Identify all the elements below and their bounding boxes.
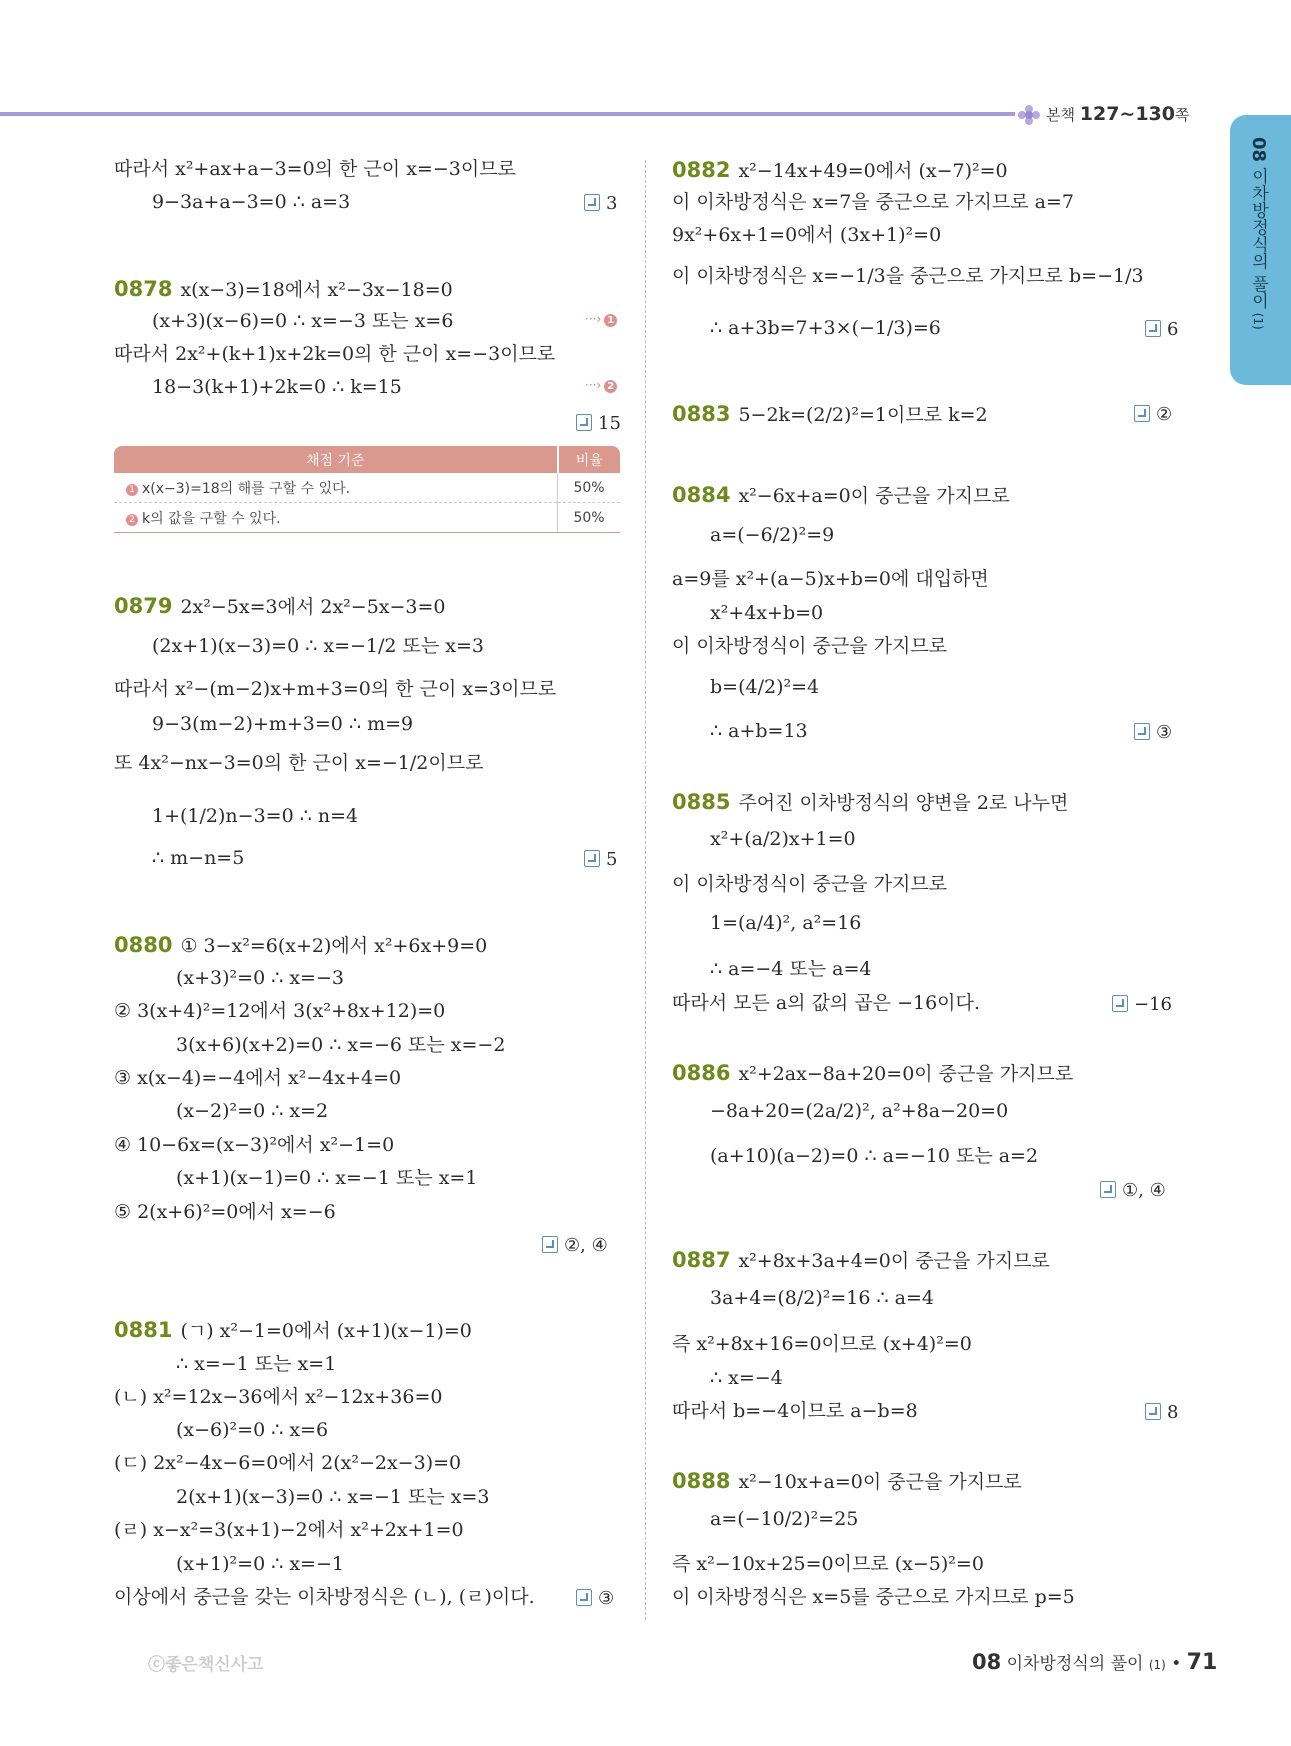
solution-line: [114, 1201, 336, 1224]
math-text: 이 이차방정식이 중근을 가지므로: [672, 873, 948, 895]
solution-line: [152, 191, 350, 214]
scoring-criterion: x(x−3)=18의 해를 구할 수 있다.: [142, 480, 351, 497]
math-text: 이 이차방정식은 x=7을 중근으로 가지므로 a=7: [672, 191, 1074, 213]
answer-label: [1145, 319, 1178, 340]
math-text: 이 이차방정식은 x=5를 중근으로 가지므로 p=5: [672, 1586, 1075, 1608]
answer-value: −16: [1134, 994, 1172, 1015]
problem-number: 0887: [672, 1248, 731, 1272]
solution-line: [672, 1333, 972, 1356]
solution-line: [152, 310, 453, 333]
solution-line: [710, 828, 856, 851]
solution-line: [672, 1400, 918, 1423]
step-marker-icon: 2: [126, 514, 138, 526]
math-text: 1=(a/4)², a²=16: [710, 912, 862, 934]
math-text: x(x−3)=18에서 x²−3x−18=0: [180, 279, 453, 301]
math-text: a=9를 x²+(a−5)x+b=0에 대입하면: [672, 568, 989, 590]
solution-line: [672, 992, 980, 1015]
math-text: 즉 x²−10x+25=0이므로 (x−5)²=0: [672, 1553, 984, 1575]
math-text: 5−2k=(2/2)²=1이므로 k=2: [738, 404, 988, 426]
math-text: ⑤ 2(x+6)²=0에서 x=−6: [114, 1201, 336, 1223]
math-text: x²−6x+a=0이 중근을 가지므로: [738, 485, 1010, 507]
problem-line: [672, 402, 988, 427]
solution-line: [176, 1034, 505, 1057]
solution-line: [114, 1386, 442, 1409]
solution-line: [176, 1167, 477, 1190]
solution-line: [152, 805, 358, 828]
math-text: a=(−10/2)²=25: [710, 1508, 859, 1530]
solution-line: [672, 568, 989, 591]
problem-line: [114, 933, 487, 958]
answer-value: ②: [1156, 404, 1173, 425]
scoring-criterion: k의 값을 구할 수 있다.: [142, 510, 281, 527]
math-text: (x−6)²=0 ∴ x=6: [176, 1419, 329, 1441]
scoring-header-criterion: 채점 기준: [114, 446, 558, 473]
math-text: x²−14x+49=0에서 (x−7)²=0: [738, 160, 1008, 182]
header-rule: [0, 112, 1015, 116]
table-row: [114, 503, 620, 533]
math-text: 주어진 이차방정식의 양변을 2로 나누면: [738, 792, 1069, 814]
solution-line: [710, 720, 808, 743]
chapter-sub: (1): [1251, 308, 1265, 330]
answer-value: ③: [1156, 722, 1173, 743]
answer-icon: [1134, 405, 1150, 422]
solution-line: [672, 1553, 984, 1576]
math-text: 이 이차방정식이 중근을 가지므로: [672, 635, 948, 657]
problem-number: 0878: [114, 277, 173, 301]
scoring-header-ratio: 비율: [558, 446, 621, 473]
math-text: 이 이차방정식은 x=−1/3을 중근으로 가지므로 b=−1/3: [672, 265, 1144, 287]
math-text: 9−3(m−2)+m+3=0 ∴ m=9: [152, 713, 414, 735]
answer-icon: [1112, 995, 1128, 1012]
math-text: ② 3(x+4)²=12에서 3(x²+8x+12)=0: [114, 1000, 446, 1022]
answer-value: ①, ④: [1122, 1180, 1166, 1201]
math-text: (x+1)²=0 ∴ x=−1: [176, 1553, 344, 1575]
math-text: 9−3a+a−3=0 ∴ a=3: [152, 191, 351, 213]
math-text: ① 3−x²=6(x+2)에서 x²+6x+9=0: [180, 935, 488, 957]
solution-line: [710, 676, 819, 699]
problem-line: [114, 1318, 472, 1343]
solution-line: [672, 635, 947, 658]
scoring-ratio: 50%: [558, 503, 621, 533]
solution-line: [710, 1367, 783, 1390]
solution-line: [114, 1586, 535, 1609]
answer-icon: [1145, 1403, 1161, 1420]
answer-icon: [542, 1236, 558, 1253]
solution-line: [114, 158, 516, 181]
answer-icon: [576, 414, 592, 431]
math-text: (x+3)(x−6)=0 ∴ x=−3 또는 x=6: [152, 310, 454, 332]
solution-line: [672, 191, 1074, 214]
answer-value: 6: [1167, 319, 1179, 340]
math-text: 이상에서 중근을 갖는 이차방정식은 (ㄴ), (ㄹ)이다.: [114, 1586, 535, 1608]
math-text: x²+8x+3a+4=0이 중근을 가지므로: [738, 1250, 1050, 1272]
page-number: 71: [1186, 1650, 1218, 1675]
answer-value: ②, ④: [564, 1235, 608, 1256]
answer-value: ③: [598, 1588, 615, 1609]
step-marker-icon: 1: [126, 484, 138, 496]
scoring-table: [114, 446, 620, 533]
math-text: ∴ a+3b=7+3×(−1/3)=6: [710, 317, 941, 339]
solution-line: [710, 1100, 1008, 1123]
math-text: (x+1)(x−1)=0 ∴ x=−1 또는 x=1: [176, 1167, 478, 1189]
solution-line: [152, 376, 402, 399]
math-text: 또 4x²−nx−3=0의 한 근이 x=−1/2이므로: [114, 752, 484, 774]
solution-line: [710, 958, 872, 981]
math-text: (ㄱ) x²−1=0에서 (x+1)(x−1)=0: [180, 1320, 472, 1342]
answer-label: [542, 1235, 608, 1256]
solution-line: [152, 635, 484, 658]
problem-number: 0882: [672, 158, 731, 182]
math-text: (ㄹ) x−x²=3(x+1)−2에서 x²+2x+1=0: [114, 1519, 464, 1541]
solution-line: [710, 317, 941, 340]
math-text: x²+4x+b=0: [710, 602, 824, 624]
solution-line: [710, 1287, 934, 1310]
answer-icon: [584, 194, 600, 211]
problem-number: 0881: [114, 1318, 173, 1342]
problem-number: 0879: [114, 594, 173, 618]
solution-line: [152, 847, 244, 870]
math-text: 3a+4=(8/2)²=16 ∴ a=4: [710, 1287, 934, 1309]
solution-line: [114, 1452, 461, 1475]
answer-label: [576, 413, 621, 434]
math-text: (a+10)(a−2)=0 ∴ a=−10 또는 a=2: [710, 1145, 1039, 1167]
table-row: [114, 473, 620, 503]
solution-line: [710, 1145, 1038, 1168]
answer-label: [1145, 1402, 1178, 1423]
solution-line: [114, 752, 483, 775]
flower-icon: [1018, 105, 1044, 125]
solution-line: [114, 1519, 464, 1542]
math-text: 따라서 모든 a의 값의 곱은 −16이다.: [672, 992, 980, 1014]
math-text: 2x²−5x=3에서 2x²−5x−3=0: [180, 596, 446, 618]
math-text: 18−3(k+1)+2k=0 ∴ k=15: [152, 376, 402, 398]
math-text: ∴ x=−4: [710, 1367, 783, 1389]
answer-label: [1134, 404, 1172, 425]
solution-line: [672, 1586, 1075, 1609]
solution-line: [176, 1553, 344, 1576]
math-text: 따라서 x²−(m−2)x+m+3=0의 한 근이 x=3이므로: [114, 678, 557, 700]
chapter-number: 08: [1248, 137, 1269, 163]
answer-value: 3: [606, 193, 618, 214]
step-marker-icon: 2: [604, 380, 617, 393]
math-text: ④ 10−6x=(x−3)²에서 x²−1=0: [114, 1134, 395, 1156]
step-marker: ···› 1: [585, 312, 617, 327]
math-text: 3(x+6)(x+2)=0 ∴ x=−6 또는 x=−2: [176, 1034, 506, 1056]
problem-number: 0880: [114, 933, 173, 957]
answer-label: [1100, 1180, 1166, 1201]
math-text: 1+(1/2)n−3=0 ∴ n=4: [152, 805, 359, 827]
problem-line: [672, 1469, 1022, 1494]
answer-icon: [584, 850, 600, 867]
page-footer: 08 이차방정식의 풀이 (1) • 71: [972, 1650, 1218, 1675]
scoring-ratio: 50%: [558, 473, 621, 503]
problem-line: [114, 594, 446, 619]
math-text: (ㄷ) 2x²−4x−6=0에서 2(x²−2x−3)=0: [114, 1452, 462, 1474]
answer-icon: [1145, 320, 1161, 337]
problem-number: 0888: [672, 1469, 731, 1493]
problem-line: [672, 1061, 1073, 1086]
solution-line: [176, 1419, 328, 1442]
math-text: (2x+1)(x−3)=0 ∴ x=−1/2 또는 x=3: [152, 635, 485, 657]
math-text: (ㄴ) x²=12x−36에서 x²−12x+36=0: [114, 1386, 443, 1408]
math-text: b=(4/2)²=4: [710, 676, 820, 698]
math-text: ∴ m−n=5: [152, 847, 245, 869]
math-text: (x+3)²=0 ∴ x=−3: [176, 967, 344, 989]
math-text: ∴ x=−1 또는 x=1: [176, 1353, 337, 1375]
answer-value: 8: [1167, 1402, 1179, 1423]
solution-line: [114, 1067, 401, 1090]
solution-line: [672, 265, 1144, 288]
math-text: a=(−6/2)²=9: [710, 524, 835, 546]
solution-line: [114, 678, 556, 701]
answer-icon: [1100, 1181, 1116, 1198]
solution-line: [152, 713, 413, 736]
solution-line: [176, 1100, 328, 1123]
problem-line: [672, 158, 1008, 183]
math-text: (x−2)²=0 ∴ x=2: [176, 1100, 329, 1122]
math-text: 따라서 2x²+(k+1)x+2k=0의 한 근이 x=−3이므로: [114, 343, 556, 365]
chapter-side-tab: [1230, 115, 1291, 385]
solution-line: [176, 967, 344, 990]
answer-value: 5: [606, 849, 618, 870]
math-text: ③ x(x−4)=−4에서 x²−4x+4=0: [114, 1067, 402, 1089]
solution-line: [672, 224, 941, 247]
step-marker-icon: 1: [604, 314, 617, 327]
answer-label: [576, 1588, 614, 1609]
column-divider: [645, 160, 646, 1620]
answer-value: 15: [598, 413, 621, 434]
math-text: −8a+20=(2a/2)², a²+8a−20=0: [710, 1100, 1009, 1122]
solution-line: [710, 524, 834, 547]
math-text: ∴ a=−4 또는 a=4: [710, 958, 872, 980]
problem-number: 0884: [672, 483, 731, 507]
solution-line: [672, 873, 947, 896]
math-text: 2(x+1)(x−3)=0 ∴ x=−1 또는 x=3: [176, 1486, 490, 1508]
publisher-logo: ⓒ좋은책신사고: [148, 1655, 264, 1675]
page-reference: 본책 127~130쪽: [1046, 103, 1190, 125]
math-text: x²−10x+a=0이 중근을 가지므로: [738, 1471, 1022, 1493]
solution-line: [176, 1353, 336, 1376]
answer-icon: [576, 1589, 592, 1606]
solution-line: [710, 1508, 858, 1531]
problem-number: 0883: [672, 402, 731, 426]
problem-line: [672, 1248, 1050, 1273]
answer-label: [584, 849, 617, 870]
math-text: x²+2ax−8a+20=0이 중근을 가지므로: [738, 1063, 1074, 1085]
step-marker: ···› 2: [585, 378, 617, 393]
problem-number: 0886: [672, 1061, 731, 1085]
solution-line: [114, 343, 555, 366]
solution-line: [114, 1134, 394, 1157]
math-text: x²+(a/2)x+1=0: [710, 828, 856, 850]
math-text: 9x²+6x+1=0에서 (3x+1)²=0: [672, 224, 942, 246]
chapter-title: 이차방정식의 풀이: [1248, 162, 1268, 309]
answer-icon: [1134, 723, 1150, 740]
math-text: 따라서 x²+ax+a−3=0의 한 근이 x=−3이므로: [114, 158, 516, 180]
problem-number: 0885: [672, 790, 731, 814]
solution-line: [114, 1000, 445, 1023]
answer-label: [584, 193, 617, 214]
answer-label: [1134, 722, 1172, 743]
math-text: ∴ a+b=13: [710, 720, 808, 742]
math-text: 즉 x²+8x+16=0이므로 (x+4)²=0: [672, 1333, 972, 1355]
math-text: 따라서 b=−4이므로 a−b=8: [672, 1400, 918, 1422]
solution-line: [176, 1486, 490, 1509]
solution-line: [710, 602, 823, 625]
problem-line: [114, 277, 453, 302]
solution-line: [710, 912, 861, 935]
problem-line: [672, 483, 1010, 508]
answer-label: [1112, 994, 1172, 1015]
problem-line: [672, 790, 1068, 815]
